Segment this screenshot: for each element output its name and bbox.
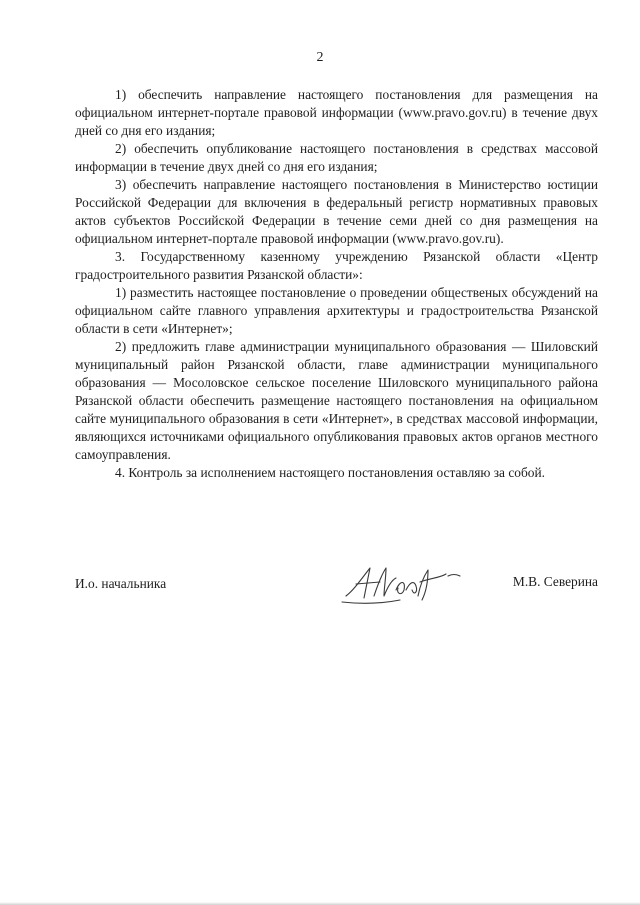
- paragraph-1-1: 1) обеспечить направление настоящего постановления для размещения на официальном интернет-портале правовой информации (www.pravo.gov.ru) в течение двух дней со дня его издания;: [75, 87, 598, 138]
- paragraph-4: 4. Контроль за исполнением настоящего постановления оставляю за собой.: [115, 465, 546, 480]
- paragraph-3-1: 1) разместить настоящее постановление о проведении общественых обсуждений на официальном сайте главного управления архитектуры и градостроительства Рязанской области в сети «Интернет»;: [75, 285, 598, 336]
- document-body: [75, 86, 598, 482]
- paragraph-1-2: 2) обеспечить опубликование настоящего постановления в средствах массовой информации в течение двух дней со дня его издания;: [75, 141, 598, 174]
- page-number: 2: [316, 50, 324, 65]
- handwritten-signature: [340, 560, 470, 606]
- paragraph-3-2: 2) предложить главе администрации муниципального образования — Шиловский муниципальный район Рязанской области, главе администрации муниципального образования — Мосоловское сельское поселение Шиловского муниципального района Рязанской области обеспечить размещение настоящего постановления на официальном сайте муниципального образования в сети «Интернет», в средствах массовой информации, являющихся источниками официального опубликования правовых актов органов местного самоуправления.: [75, 339, 598, 462]
- paragraph-3: 3. Государственному казенному учреждению Рязанской области «Центр градостроительного развития Рязанской области»:: [75, 249, 598, 282]
- signatory-name: М.В. Северина: [512, 574, 598, 589]
- paragraph-1-3: 3) обеспечить направление настоящего постановления в Министерство юстиции Российской Федерации для включения в федеральный регистр нормативных правовых актов субъектов Российской Федерации в течение семи дней со дня размещения на официальном интернет-портале правовой информации (www.pravo.gov.ru).: [75, 177, 598, 246]
- signature-block: [75, 560, 598, 610]
- signatory-position: И.о. начальника: [75, 576, 167, 591]
